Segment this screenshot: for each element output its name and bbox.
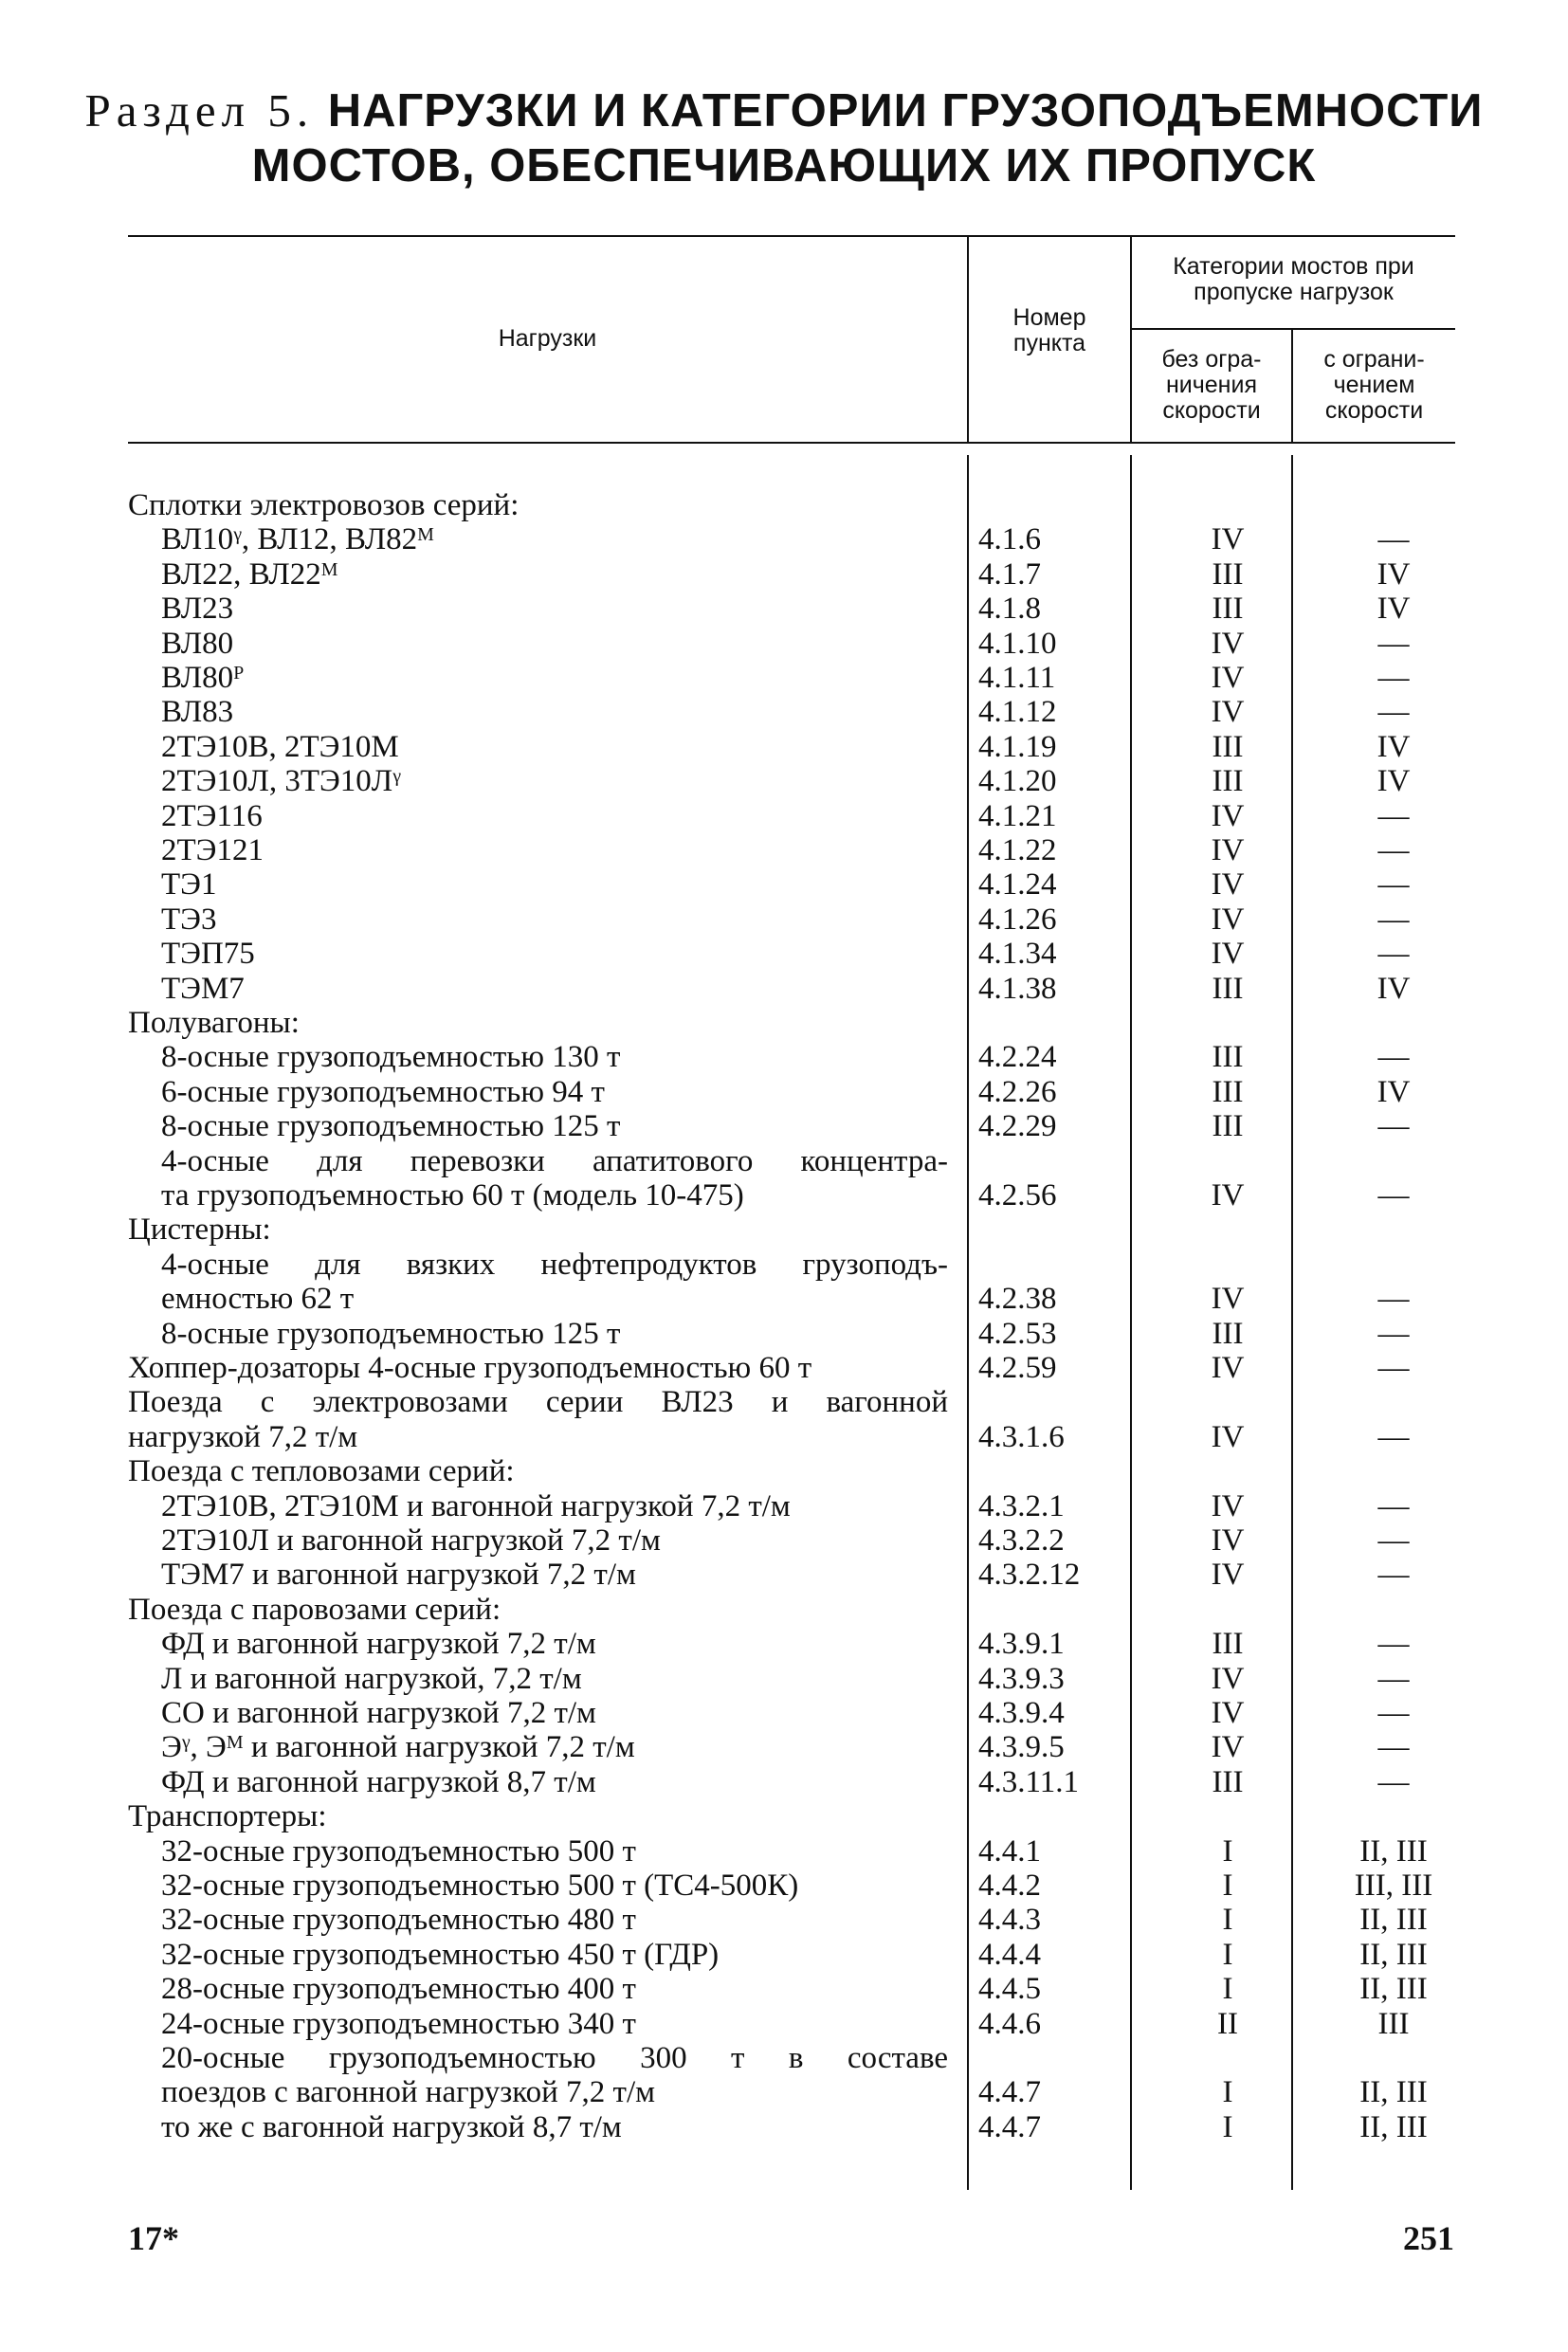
table-row-category-no-limit: IV [1211, 1178, 1245, 1212]
table-row-load: Эᵞ, Эᴹ и вагонной нагрузкой 7,2 т/м [161, 1730, 635, 1765]
table-row-load: 4-осные для перевозки апатитового концентра- [161, 1143, 948, 1178]
table-row-category-with-limit: — [1377, 1109, 1410, 1144]
table-row-category-with-limit: — [1377, 1488, 1410, 1523]
table-row-load: ТЭ1 [161, 867, 217, 903]
table-row-category-no-limit: III [1212, 1074, 1244, 1109]
table-row-category-with-limit: IV [1377, 729, 1411, 764]
table-row-category-no-limit: I [1222, 1869, 1233, 1903]
table-row-category-with-limit: III, III [1354, 1869, 1433, 1903]
table-row-item-number: 4.1.7 [978, 556, 1041, 592]
table-row-category-with-limit: II, III [1359, 1972, 1428, 2007]
table-row-category-with-limit: IV [1377, 556, 1411, 592]
table-row-category-with-limit: II, III [1359, 1833, 1428, 1869]
table-row-category-with-limit: — [1377, 937, 1410, 972]
table-row-category-with-limit: II, III [1359, 2075, 1428, 2110]
table-row-item-number: 4.1.6 [978, 522, 1041, 557]
table-row-category-no-limit: IV [1211, 1730, 1245, 1765]
header-categories [1132, 254, 1455, 305]
table-row-load: Хоппер-дозаторы 4-осные грузоподъемностью 60 т [128, 1351, 812, 1385]
page-number: 251 [1403, 2219, 1454, 2257]
table-row-item-number: 4.2.29 [978, 1109, 1057, 1144]
table-row-category-with-limit: — [1377, 833, 1410, 867]
table-row-load: емностью 62 т [161, 1282, 355, 1317]
table-row-category-no-limit: IV [1211, 1558, 1245, 1593]
table-row-item-number: 4.1.38 [978, 971, 1057, 1006]
table-row-item-number: 4.3.2.12 [978, 1558, 1081, 1593]
table-row-item-number: 4.4.5 [978, 1972, 1041, 2007]
table-row-category-with-limit: — [1377, 1419, 1410, 1454]
title-text-1: НАГРУЗКИ И КАТЕГОРИИ ГРУЗОПОДЪЕМНОСТИ [327, 85, 1484, 137]
table-row-category-with-limit: — [1377, 1282, 1410, 1317]
table-top-rule [128, 235, 1455, 237]
header-no-speed-limit [1132, 347, 1291, 424]
table-row-item-number: 4.3.9.1 [978, 1627, 1065, 1662]
table-row-category-with-limit: — [1377, 522, 1410, 557]
table-row-category-with-limit: — [1377, 1764, 1410, 1799]
table-row-item-number: 4.4.3 [978, 1903, 1041, 1938]
table-row-category-no-limit: IV [1211, 937, 1245, 972]
table-row-category-with-limit: — [1377, 798, 1410, 833]
table-row-category-no-limit: III [1212, 1316, 1244, 1351]
table-row-load: 8-осные грузоподъемностью 130 т [161, 1040, 621, 1075]
table-row-category-with-limit: — [1377, 1627, 1410, 1662]
table-row-load: 32-осные грузоподъемностью 500 т [161, 1833, 636, 1869]
table-row-category-no-limit: I [1222, 1833, 1233, 1869]
table-row-item-number: 4.1.10 [978, 626, 1057, 661]
table-row-load: 2ТЭ10В, 2ТЭ10М и вагонной нагрузкой 7,2 т/м [161, 1488, 791, 1523]
table-row-load: ВЛ22, ВЛ22ᴹ [161, 556, 338, 592]
header-with-speed-limit [1293, 347, 1455, 424]
table-row-category-with-limit: II, III [1359, 1937, 1428, 1972]
table-row-item-number: 4.3.2.2 [978, 1523, 1065, 1558]
header-item-number [969, 305, 1130, 356]
table-row-item-number: 4.2.59 [978, 1351, 1057, 1385]
column-divider-2-body [1130, 455, 1132, 2190]
table-row-load: ВЛ80ᴾ [161, 661, 245, 695]
table-row-category-no-limit: IV [1211, 902, 1245, 937]
table-row-category-no-limit: IV [1211, 1523, 1245, 1558]
section-prefix: Раздел 5. [84, 84, 315, 137]
table-row-load: ВЛ23 [161, 592, 234, 627]
table-row-item-number: 4.1.24 [978, 867, 1057, 903]
table-row-category-no-limit: IV [1211, 695, 1245, 730]
table-row-category-no-limit: IV [1211, 798, 1245, 833]
table-row-category-no-limit: III [1212, 1109, 1244, 1144]
table-row-item-number: 4.1.12 [978, 695, 1057, 730]
table-row-load: ФД и вагонной нагрузкой 7,2 т/м [161, 1627, 596, 1662]
table-row-item-number: 4.1.22 [978, 833, 1057, 867]
table-row-load: 6-осные грузоподъемностью 94 т [161, 1074, 605, 1109]
table-row-category-no-limit: III [1212, 1764, 1244, 1799]
table-row-category-no-limit: IV [1211, 522, 1245, 557]
table-row-load: та грузоподъемностью 60 т (модель 10-475) [161, 1178, 744, 1212]
table-row-item-number: 4.4.7 [978, 2109, 1041, 2144]
table-row-item-number: 4.3.11.1 [978, 1764, 1080, 1799]
table-row-category-no-limit: IV [1211, 1661, 1245, 1696]
section-title [0, 83, 1568, 193]
table-row-item-number: 4.2.24 [978, 1040, 1057, 1075]
header-item-number-line-2: пункта [1012, 330, 1086, 356]
table-row-category-with-limit: — [1377, 1730, 1410, 1765]
table-row-load: ФД и вагонной нагрузкой 8,7 т/м [161, 1764, 596, 1799]
table-row-category-with-limit: — [1377, 1178, 1410, 1212]
table-row-load: 2ТЭ10В, 2ТЭ10М [161, 729, 399, 764]
table-row-category-with-limit: — [1377, 1351, 1410, 1385]
header-categories-line-1: Категории мостов при [1173, 253, 1414, 280]
table-row-load: Поезда с паровозами серий: [128, 1592, 501, 1627]
table-row-load: СО и вагонной нагрузкой 7,2 т/м [161, 1696, 596, 1730]
table-row-category-with-limit: — [1377, 626, 1410, 661]
title-line-2: МОСТОВ, ОБЕСПЕЧИВАЮЩИХ ИХ ПРОПУСК [251, 140, 1317, 191]
table-row-load: то же с вагонной нагрузкой 8,7 т/м [161, 2109, 622, 2144]
title-line-1 [0, 83, 1568, 138]
table-row-item-number: 4.3.1.6 [978, 1419, 1065, 1454]
table-row-category-with-limit: — [1377, 661, 1410, 695]
table-row-load: 24-осные грузоподъемностью 340 т [161, 2006, 636, 2041]
header-no-limit-line-3: скорости [1162, 397, 1261, 424]
table-row-load: ТЭП75 [161, 937, 255, 972]
table-row-item-number: 4.3.2.1 [978, 1488, 1065, 1523]
header-bottom-rule [128, 442, 1455, 444]
table-row-load: 2ТЭ116 [161, 798, 263, 833]
header-no-limit-line-1: без огра- [1161, 346, 1262, 373]
table-row-category-no-limit: II [1217, 2006, 1238, 2041]
table-row-category-no-limit: IV [1211, 833, 1245, 867]
table-row-category-no-limit: IV [1211, 661, 1245, 695]
table-row-item-number: 4.1.26 [978, 902, 1057, 937]
table-row-item-number: 4.2.53 [978, 1316, 1057, 1351]
table-row-load: нагрузкой 7,2 т/м [128, 1419, 358, 1454]
header-loads: Нагрузки [498, 325, 597, 352]
table-row-item-number: 4.1.21 [978, 798, 1057, 833]
table-row-load: ВЛ10ᵞ, ВЛ12, ВЛ82ᴹ [161, 522, 434, 557]
table-row-category-no-limit: III [1212, 556, 1244, 592]
header-item-number-line-1: Номер [1012, 304, 1086, 331]
table-row-item-number: 4.3.9.4 [978, 1696, 1065, 1730]
table-row-load: поездов с вагонной нагрузкой 7,2 т/м [161, 2075, 655, 2110]
table-row-load: Сплотки электровозов серий: [128, 488, 520, 522]
table-row-load: 8-осные грузоподъемностью 125 т [161, 1109, 621, 1144]
table-row-item-number: 4.1.8 [978, 592, 1041, 627]
table-row-load: 28-осные грузоподъемностью 400 т [161, 1972, 636, 2007]
table-row-load: 8-осные грузоподъемностью 125 т [161, 1316, 621, 1351]
table-row-load: 32-осные грузоподъемностью 480 т [161, 1903, 636, 1938]
table-row-load: ВЛ83 [161, 695, 234, 730]
table-row-item-number: 4.3.9.3 [978, 1661, 1065, 1696]
table-row-category-with-limit: — [1377, 1040, 1410, 1075]
table-row-category-no-limit: I [1222, 2109, 1233, 2144]
table-row-load: 2ТЭ10Л и вагонной нагрузкой 7,2 т/м [161, 1523, 661, 1558]
table-row-category-no-limit: III [1212, 1040, 1244, 1075]
table-row-category-no-limit: III [1212, 971, 1244, 1006]
table-row-load: Транспортеры: [128, 1799, 327, 1834]
table-row-load: Поезда с тепловозами серий: [128, 1454, 515, 1489]
header-with-limit-line-3: скорости [1324, 397, 1424, 424]
column-divider-1-body [967, 455, 969, 2190]
table-row-category-with-limit: — [1377, 1558, 1410, 1593]
table-row-category-no-limit: IV [1211, 626, 1245, 661]
table-row-load: ВЛ80 [161, 626, 234, 661]
table-row-load: 2ТЭ10Л, 3ТЭ10Лᵞ [161, 764, 401, 799]
table-row-load: ТЭМ7 [161, 971, 245, 1006]
table-row-item-number: 4.1.19 [978, 729, 1057, 764]
table-row-category-no-limit: I [1222, 1903, 1233, 1938]
table-row-category-no-limit: III [1212, 764, 1244, 799]
table-row-load: Л и вагонной нагрузкой, 7,2 т/м [161, 1661, 582, 1696]
table-row-item-number: 4.3.9.5 [978, 1730, 1065, 1765]
table-row-item-number: 4.1.11 [978, 661, 1056, 695]
table-row-item-number: 4.2.56 [978, 1178, 1057, 1212]
table-row-load: 20-осные грузоподъемностью 300 т в составе [161, 2041, 948, 2075]
table-row-load: ТЭМ7 и вагонной нагрузкой 7,2 т/м [161, 1558, 636, 1593]
table-row-category-with-limit: — [1377, 902, 1410, 937]
table-row-category-with-limit: — [1377, 1696, 1410, 1730]
table-row-item-number: 4.2.38 [978, 1282, 1057, 1317]
table-row-category-with-limit: — [1377, 1316, 1410, 1351]
signature-mark: 17* [128, 2219, 179, 2257]
table-row-category-no-limit: I [1222, 1972, 1233, 2007]
table-row-category-no-limit: IV [1211, 867, 1245, 903]
table-row-load: Поезда с электровозами серии ВЛ23 и вагонной [128, 1385, 948, 1420]
table-row-load: 32-осные грузоподъемностью 450 т (ГДР) [161, 1937, 720, 1972]
table-row-category-with-limit: II, III [1359, 2109, 1428, 2144]
table-row-load: ТЭ3 [161, 902, 217, 937]
table-row-load: 32-осные грузоподъемностью 500 т (ТС4-500К) [161, 1869, 799, 1903]
table-row-category-no-limit: I [1222, 2075, 1233, 2110]
table-row-category-with-limit: — [1377, 867, 1410, 903]
header-no-limit-line-2: ничения [1165, 372, 1257, 398]
table-row-load: Цистерны: [128, 1212, 271, 1248]
table-row-category-no-limit: I [1222, 1937, 1233, 1972]
table-row-category-with-limit: III [1377, 2006, 1410, 2041]
table-row-category-no-limit: IV [1211, 1488, 1245, 1523]
table-row-item-number: 4.1.34 [978, 937, 1057, 972]
header-with-limit-line-1: с ограни- [1323, 346, 1425, 373]
table-row-category-with-limit: IV [1377, 592, 1411, 627]
table-row-category-with-limit: — [1377, 1523, 1410, 1558]
table-row-category-no-limit: III [1212, 729, 1244, 764]
table-row-category-with-limit: IV [1377, 1074, 1411, 1109]
table-row-category-with-limit: — [1377, 1661, 1410, 1696]
table-row-item-number: 4.4.1 [978, 1833, 1041, 1869]
table-row-category-no-limit: III [1212, 592, 1244, 627]
table-row-category-no-limit: IV [1211, 1351, 1245, 1385]
table-row-category-with-limit: — [1377, 695, 1410, 730]
table-row-item-number: 4.4.4 [978, 1937, 1041, 1972]
table-row-item-number: 4.2.26 [978, 1074, 1057, 1109]
table-row-category-no-limit: IV [1211, 1419, 1245, 1454]
table-row-load: 2ТЭ121 [161, 833, 264, 867]
table-row-category-no-limit: III [1212, 1627, 1244, 1662]
table-row-category-with-limit: IV [1377, 971, 1411, 1006]
header-categories-line-2: пропуске нагрузок [1194, 279, 1394, 305]
table-row-item-number: 4.1.20 [978, 764, 1057, 799]
table-row-item-number: 4.4.6 [978, 2006, 1041, 2041]
table-row-item-number: 4.4.7 [978, 2075, 1041, 2110]
header-with-limit-line-2: чением [1333, 372, 1415, 398]
table-row-category-no-limit: IV [1211, 1696, 1245, 1730]
table-row-item-number: 4.4.2 [978, 1869, 1041, 1903]
table-row-category-with-limit: IV [1377, 764, 1411, 799]
table-row-load: 4-осные для вязких нефтепродуктов грузоподъ- [161, 1247, 948, 1282]
table-row-load: Полувагоны: [128, 1006, 300, 1040]
table-row-category-no-limit: IV [1211, 1282, 1245, 1317]
table-row-category-with-limit: II, III [1359, 1903, 1428, 1938]
